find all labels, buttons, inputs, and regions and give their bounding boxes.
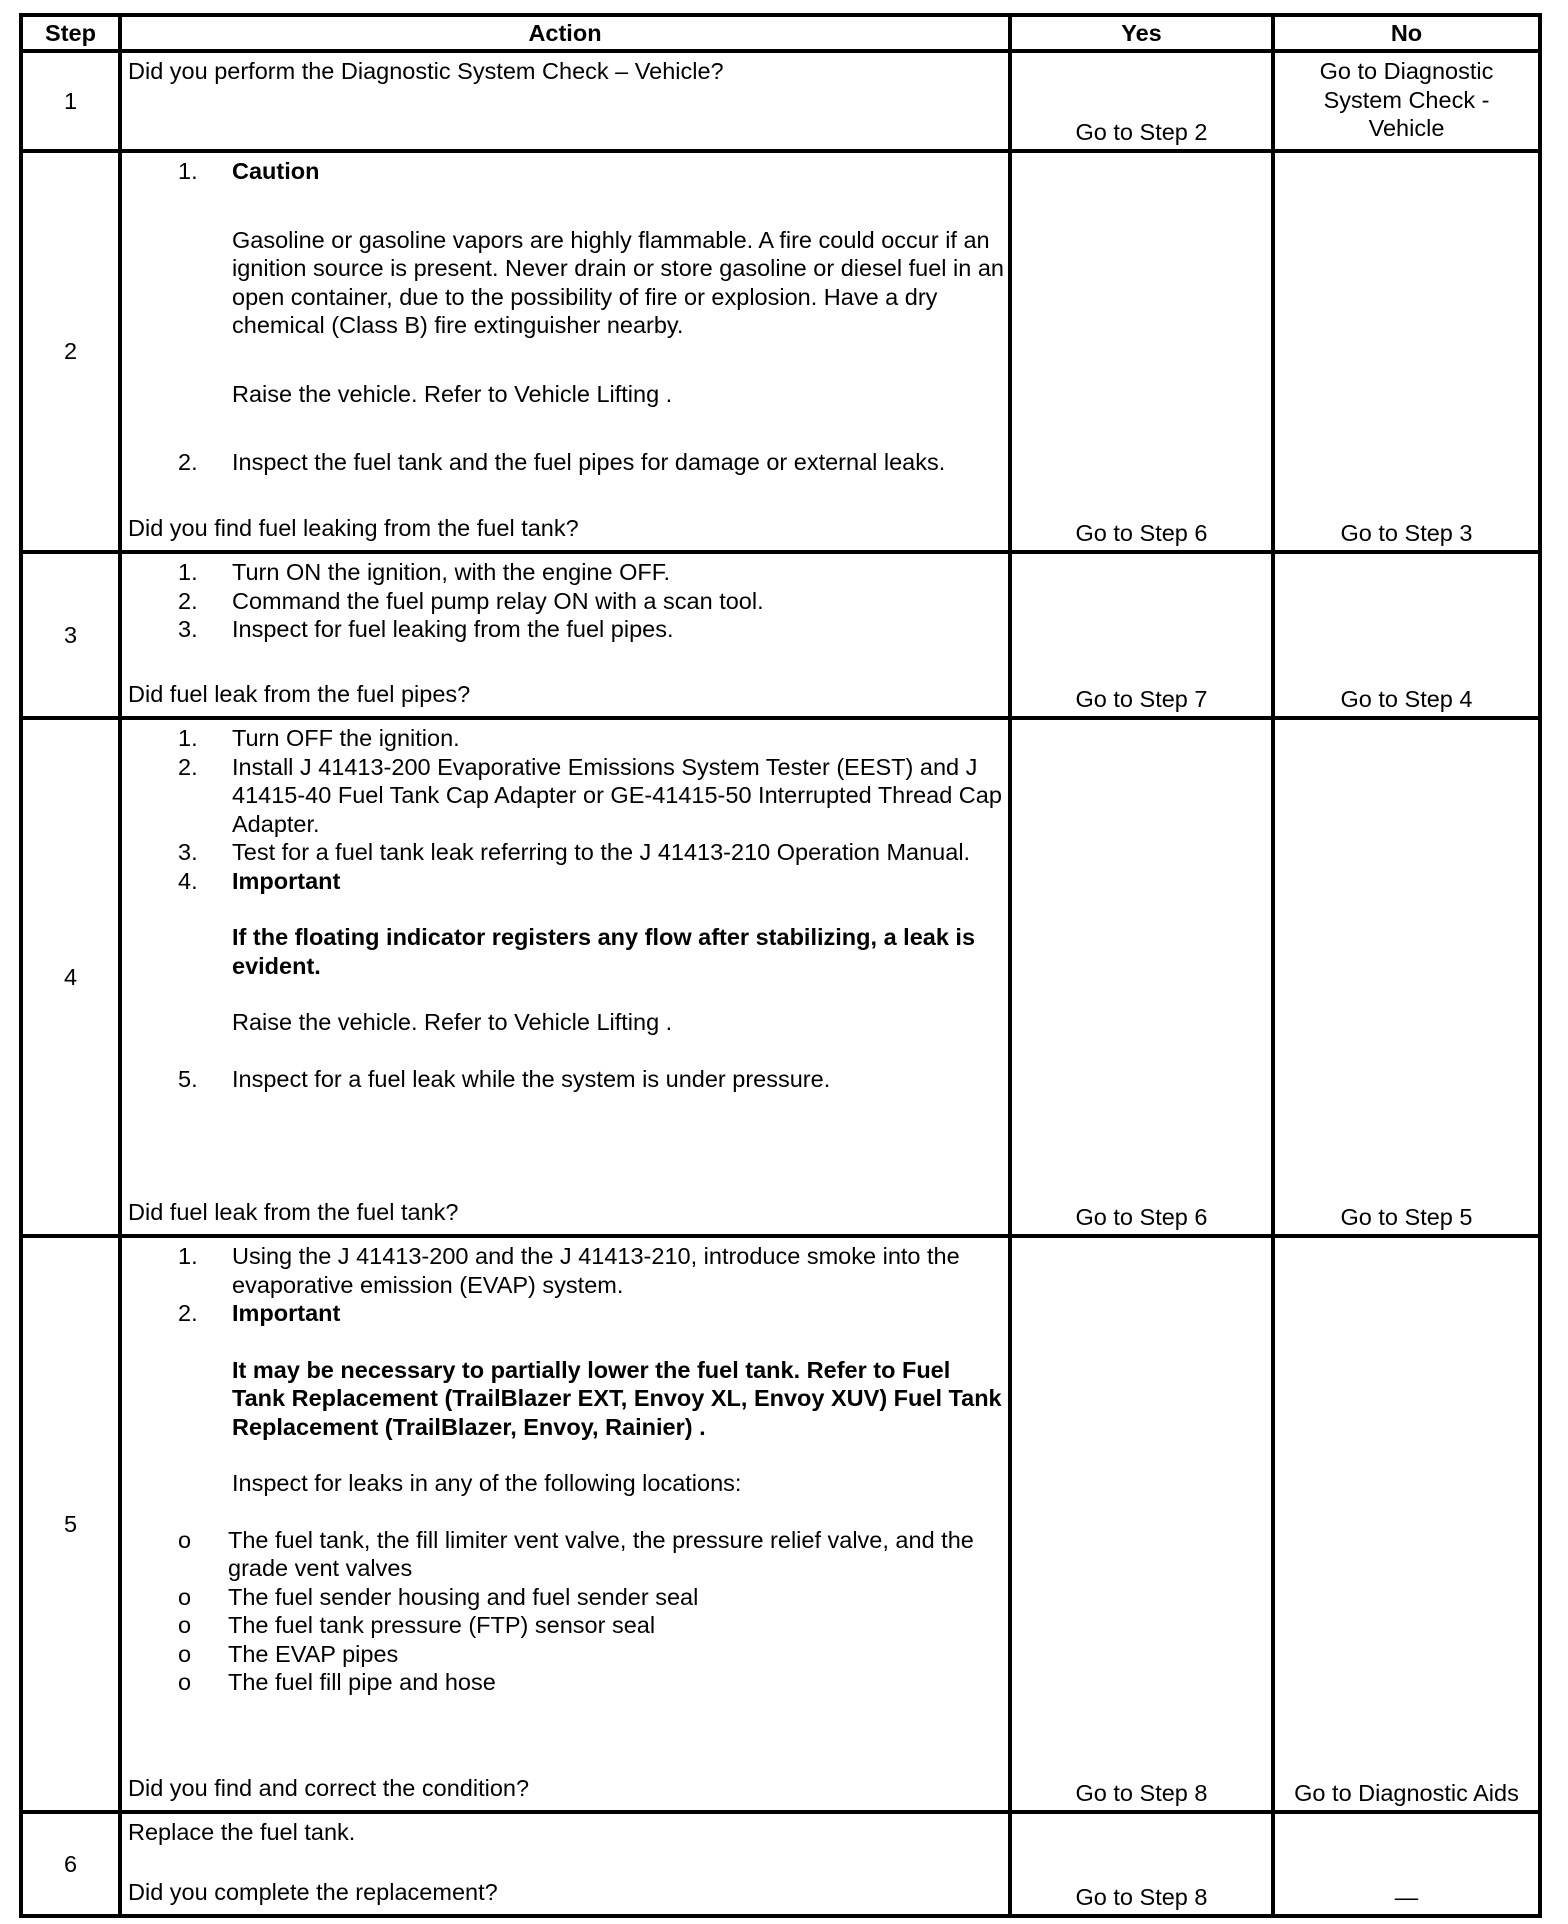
list-item: o The fuel fill pipe and hose	[178, 1669, 496, 1695]
yes-cell: Go to Step 8	[1010, 1812, 1273, 1916]
list-item: o The EVAP pipes	[178, 1640, 399, 1667]
action-text: Replace the fuel tank.	[128, 1819, 356, 1845]
list-item: 2. Important It may be necessary to partially lower the fuel tank. Refer to Fuel Tank Replacement (TrailBlazer EXT, Envoy XL, Envoy XUV) Fuel Tank Replacement (TrailBlazer, Envoy, Rainier) . Inspect for leaks in any of the following locations:	[128, 1299, 1004, 1526]
list-item: 1. Caution Gasoline or gasoline vapors are highly flammable. A fire could occur if an ignition source is present. Never drain or store gasoline or diesel fuel in an open container, due to the possibility of fire or explosion. Have a dry chemical (Class B) fire extinguisher nearby. Raise the vehicle. Refer to Vehicle Lifting .	[178, 158, 1005, 407]
caution-body: Gasoline or gasoline vapors are highly flammable. A fire could occur if an ignition source is present. Never drain or store gasoline or diesel fuel in an open container, due to the possibility of fire or explosion. Have a dry chemical (Class B) fire extinguisher nearby.	[232, 226, 1005, 338]
list-item: o The fuel tank pressure (FTP) sensor seal	[178, 1612, 656, 1638]
question-text: Did you find fuel leaking from the fuel tank?	[128, 514, 579, 541]
important-body: If the floating indicator registers any flow after stabilizing, a leak is evident.	[232, 924, 976, 979]
location-list	[128, 1526, 1004, 1697]
no-cell: Go to Diagnostic Aids	[1273, 1236, 1540, 1812]
no-cell: —	[1273, 1812, 1540, 1916]
no-cell: Go to Step 4	[1273, 552, 1540, 718]
question-text: Did you perform the Diagnostic System Check – Vehicle?	[128, 58, 724, 84]
list-item: o The fuel tank, the fill limiter vent valve, the pressure relief valve, and the grade vent valves	[178, 1526, 974, 1581]
action-cell	[120, 1236, 1010, 1812]
step-number: 6	[21, 1812, 120, 1916]
list-item: 2. Inspect the fuel tank and the fuel pipes for damage or external leaks.	[178, 449, 946, 475]
diagnostic-table	[19, 13, 1542, 1918]
yes-cell: Go to Step 2	[1010, 51, 1273, 151]
action-cell	[120, 51, 1010, 151]
yes-cell: Go to Step 7	[1010, 552, 1273, 718]
action-cell	[120, 1812, 1010, 1916]
no-cell: Go to Diagnostic System Check - Vehicle	[1273, 51, 1540, 151]
question-text: Did you find and correct the condition?	[128, 1774, 530, 1801]
yes-cell: Go to Step 6	[1010, 151, 1273, 552]
header-yes: Yes	[1010, 15, 1273, 51]
step-note: Inspect for leaks in any of the following locations:	[232, 1470, 742, 1496]
list-item: 1. Turn ON the ignition, with the engine OFF.	[178, 559, 671, 585]
table-row	[21, 552, 1540, 718]
list-item: 3. Test for a fuel tank leak referring to the J 41413-210 Operation Manual.	[178, 839, 971, 865]
action-cell	[120, 552, 1010, 718]
action-steps	[128, 724, 1004, 1093]
question-text: Did you complete the replacement?	[128, 1878, 498, 1905]
step-number: 2	[21, 151, 120, 552]
yes-cell: Go to Step 6	[1010, 718, 1273, 1236]
header-step: Step	[21, 15, 120, 51]
table-row	[21, 151, 1540, 552]
table-row	[21, 1236, 1540, 1812]
action-steps	[128, 157, 1004, 477]
question-text: Did fuel leak from the fuel tank?	[128, 1198, 459, 1225]
step-note: Raise the vehicle. Refer to Vehicle Lifting .	[232, 380, 673, 407]
table-row	[21, 1812, 1540, 1916]
header-no: No	[1273, 15, 1540, 51]
important-heading: Important	[232, 1300, 341, 1326]
header-row	[21, 15, 1540, 51]
table-row	[21, 718, 1540, 1236]
list-item: 5. Inspect for a fuel leak while the system is under pressure.	[178, 1065, 831, 1092]
important-heading: Important	[232, 867, 341, 894]
action-cell	[120, 151, 1010, 552]
list-item: 2. Install J 41413-200 Evaporative Emissions System Tester (EEST) and J 41415-40 Fuel Tank Cap Adapter or GE-41415-50 Interrupted Thread Cap Adapter.	[178, 753, 1002, 837]
step-number: 1	[21, 51, 120, 151]
caution-heading: Caution	[232, 158, 320, 184]
action-steps	[128, 1242, 1004, 1526]
list-item: 1. Turn OFF the ignition.	[178, 725, 460, 751]
question-text: Did fuel leak from the fuel pipes?	[128, 680, 471, 707]
list-item: 3. Inspect for fuel leaking from the fuel pipes.	[178, 616, 674, 642]
list-item: o The fuel sender housing and fuel sender seal	[178, 1583, 699, 1610]
table-row	[21, 51, 1540, 151]
step-number: 4	[21, 718, 120, 1236]
action-cell	[120, 718, 1010, 1236]
no-cell: Go to Step 5	[1273, 718, 1540, 1236]
list-item: 4. Important If the floating indicator registers any flow after stabilizing, a leak is evident. Raise the vehicle. Refer to Vehicle Lifting .	[128, 867, 1004, 1065]
action-steps	[128, 558, 1004, 644]
step-note: Raise the vehicle. Refer to Vehicle Lifting .	[232, 1009, 673, 1035]
no-cell: Go to Step 3	[1273, 151, 1540, 552]
important-body: It may be necessary to partially lower the fuel tank. Refer to Fuel Tank Replacement (TrailBlazer EXT, Envoy XL, Envoy XUV) Fuel Tank Replacement (TrailBlazer, Envoy, Rainier) .	[232, 1356, 1002, 1440]
step-number: 5	[21, 1236, 120, 1812]
yes-cell: Go to Step 8	[1010, 1236, 1273, 1812]
step-number: 3	[21, 552, 120, 718]
list-item: 2. Command the fuel pump relay ON with a scan tool.	[178, 587, 764, 614]
header-action: Action	[120, 15, 1010, 51]
list-item: 1. Using the J 41413-200 and the J 41413-210, introduce smoke into the evaporative emission (EVAP) system.	[178, 1243, 960, 1298]
